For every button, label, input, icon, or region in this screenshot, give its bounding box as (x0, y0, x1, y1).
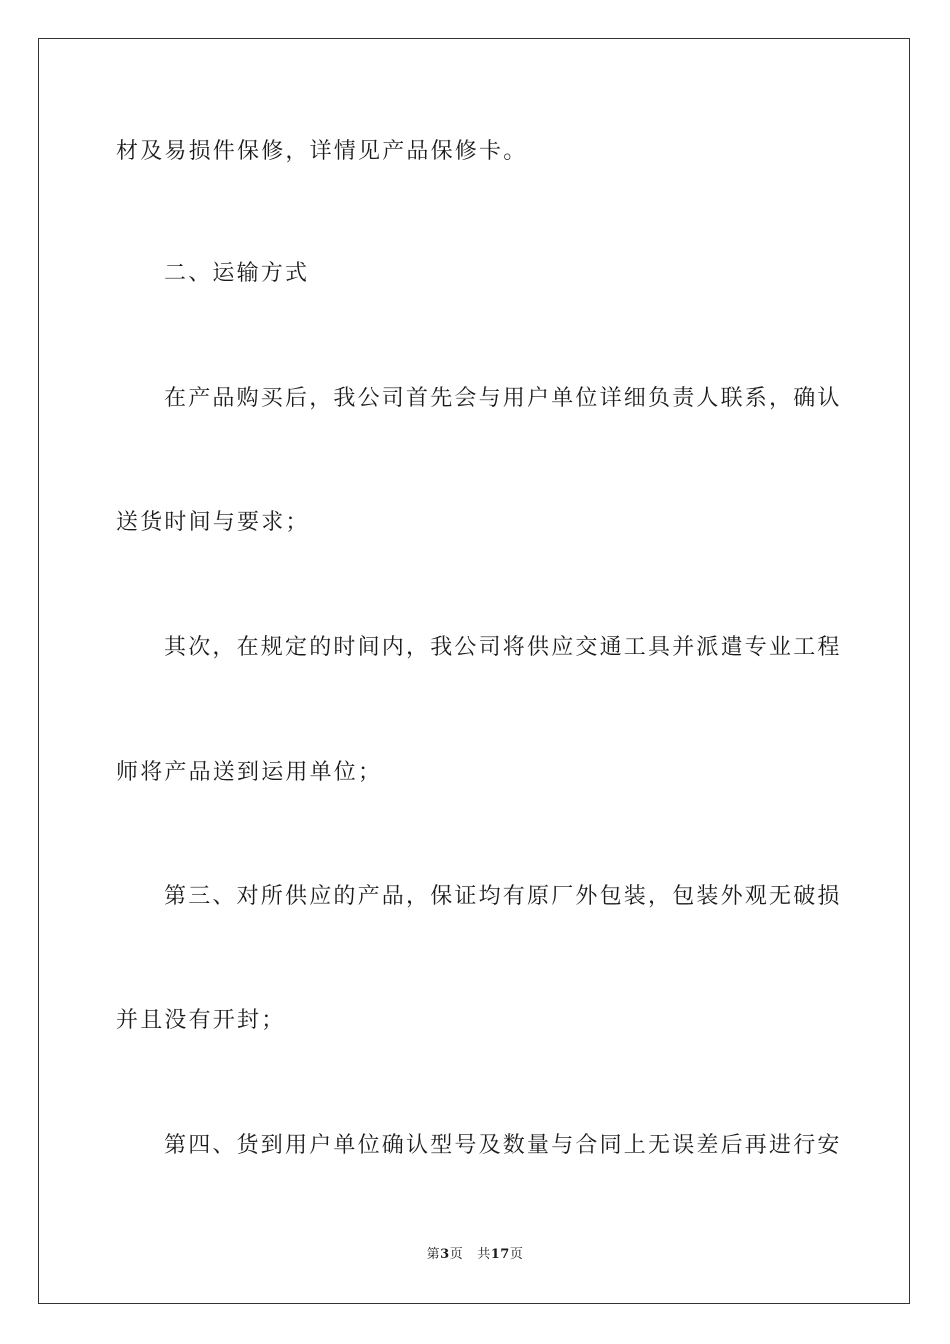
section-heading: 二、运输方式 (164, 261, 310, 286)
paragraph-line: 第四、货到用户单位确认型号及数量与合同上无误差后再进行安 (164, 1133, 842, 1158)
paragraph-line: 并且没有开封； (116, 1008, 286, 1033)
page-footer (0, 1246, 950, 1264)
paragraph-line: 材及易损件保修，详情见产品保修卡。 (116, 139, 528, 164)
paragraph-line: 师将产品送到运用单位； (116, 760, 383, 785)
paragraph-line: 第三、对所供应的产品，保证均有原厂外包装，包装外观无破损 (164, 884, 842, 909)
paragraph-line: 送货时间与要求； (116, 510, 310, 535)
page-prefix: 第 (426, 1247, 441, 1262)
paragraph-line: 其次，在规定的时间内，我公司将供应交通工具并派遣专业工程 (164, 635, 842, 660)
page-border (38, 38, 910, 1304)
page-suffix: 页 (449, 1247, 464, 1262)
page-number: 3 (440, 1247, 450, 1262)
paragraph-line: 在产品购买后，我公司首先会与用户单位详细负责人联系，确认 (164, 386, 842, 411)
total-suffix: 页 (509, 1247, 524, 1262)
total-pages: 17 (490, 1247, 510, 1262)
total-prefix: 共 (477, 1247, 491, 1262)
